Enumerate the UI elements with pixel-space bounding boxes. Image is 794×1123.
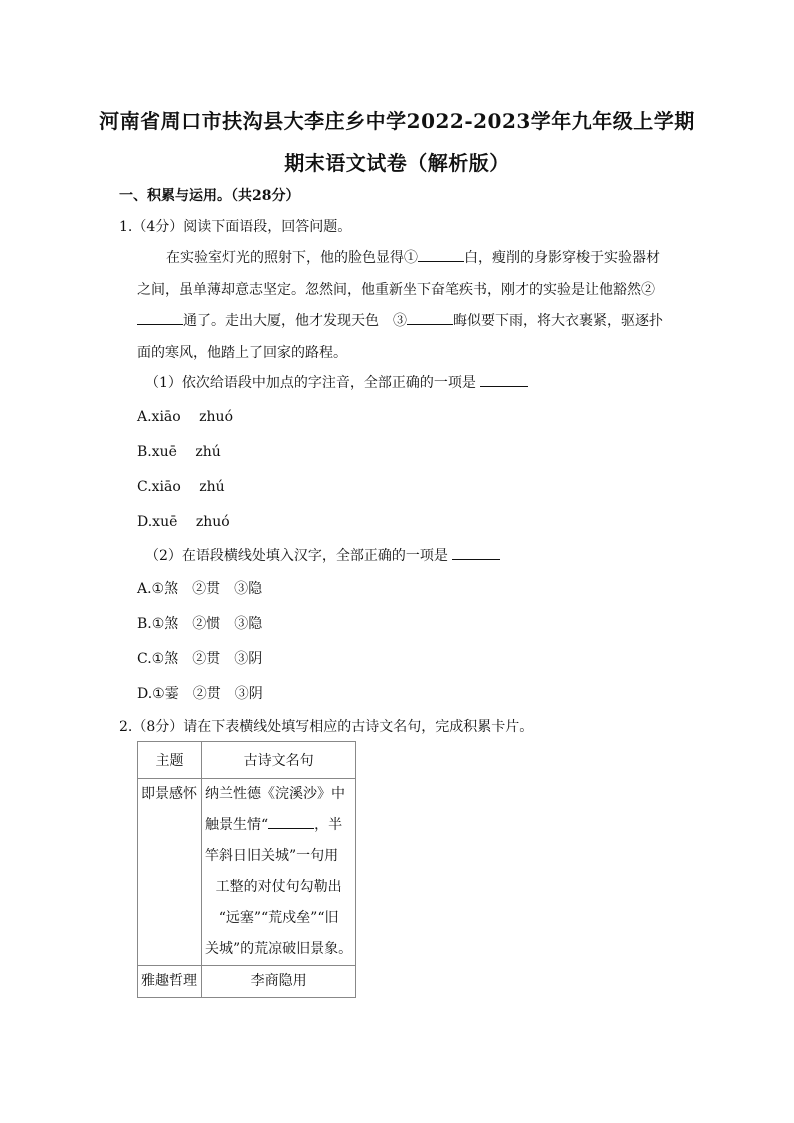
quote-line (205, 810, 352, 841)
table-cell-theme (138, 779, 202, 966)
document-title-line1: 河南省周口市扶沟县大李庄乡中学2022-2023学年九年级上学期 (99, 109, 695, 133)
subquestion-text: （1）依次给语段中加点的字注音，全部正确的一项是 (145, 375, 476, 391)
quote-line: “远塞”“荒戍垒”“旧 (218, 910, 339, 926)
quote-line: 关城”的荒凉破旧景象。 (205, 941, 353, 957)
quote-line: 工整的对仗句勾勒出 (215, 879, 342, 895)
answer-blank[interactable] (452, 546, 500, 560)
passage-line-2 (137, 280, 655, 300)
passage-text: 白，瘦削的身影穿梭于实验器材 (464, 250, 660, 266)
theme-label: 即景感怀 (141, 786, 197, 802)
subquestion-1-stem (145, 373, 528, 393)
passage-line-1 (166, 248, 660, 268)
question-1-stem: 1.（4分）阅读下面语段，回答问题。 (119, 219, 352, 235)
option-b: B.xuē zhú (137, 444, 221, 460)
passage-text: 在实验室灯光的照射下，他的脸色显得① (166, 250, 418, 266)
section-heading: 一、积累与运用。（共28分） (119, 188, 300, 204)
table-cell-theme (138, 966, 202, 998)
quote-text: 触景生情“ (205, 817, 269, 833)
passage-text: 之间，虽单薄却意志坚定。忽然间，他重新坐下奋笔疾书，刚才的实验是让他豁然② (137, 282, 655, 298)
quote-text: ，半 (314, 817, 343, 833)
table-header-quote: 古诗文名句 (202, 742, 356, 779)
document-title-line2: 期末语文试卷（解析版） (284, 151, 510, 175)
theme-label: 雅趣哲理 (141, 973, 197, 989)
subquestion-2-stem (145, 546, 500, 566)
quote-line: 竿斜日旧关城”一句用 (205, 848, 339, 864)
option-d: D.xuē zhuó (137, 514, 230, 530)
option-d: D.①霎 ②贯 ③阴 (137, 686, 263, 702)
option-c: C.①煞 ②贯 ③阴 (137, 651, 263, 667)
answer-blank[interactable] (268, 815, 314, 829)
option-c: C.xiāo zhú (137, 479, 225, 495)
option-a: A.①煞 ②贯 ③隐 (137, 581, 263, 597)
answer-blank[interactable] (137, 311, 183, 325)
passage-line-4: 面的寒风，他踏上了回家的路程。 (137, 345, 347, 361)
passage-text: 晦似要下雨，将大衣裹紧，驱逐扑 (453, 313, 663, 329)
answer-blank[interactable] (407, 311, 453, 325)
table-cell-quote (202, 779, 356, 966)
table-cell-quote (202, 966, 356, 998)
quote-line: 李商隐用 (250, 973, 307, 989)
answer-blank[interactable] (418, 248, 464, 262)
table-header-row (138, 742, 356, 779)
question-2-stem: 2.（8分）请在下表横线处填写相应的古诗文名句，完成积累卡片。 (119, 719, 534, 735)
passage-line-3 (137, 311, 663, 331)
subquestion-text: （2）在语段横线处填入汉字，全部正确的一项是 (145, 548, 448, 564)
table-header-theme: 主题 (138, 742, 202, 779)
answer-blank[interactable] (480, 373, 528, 387)
option-b: B.①煞 ②惯 ③隐 (137, 616, 263, 632)
option-a: A.xiāo zhuó (137, 409, 233, 425)
table-row (138, 779, 356, 966)
quote-line: 纳兰性德《浣溪沙》中 (205, 786, 345, 802)
table-row (138, 966, 356, 998)
accumulation-card-table (137, 741, 356, 998)
passage-text: 通了。走出大厦，他才发现天色 ③ (183, 313, 407, 329)
